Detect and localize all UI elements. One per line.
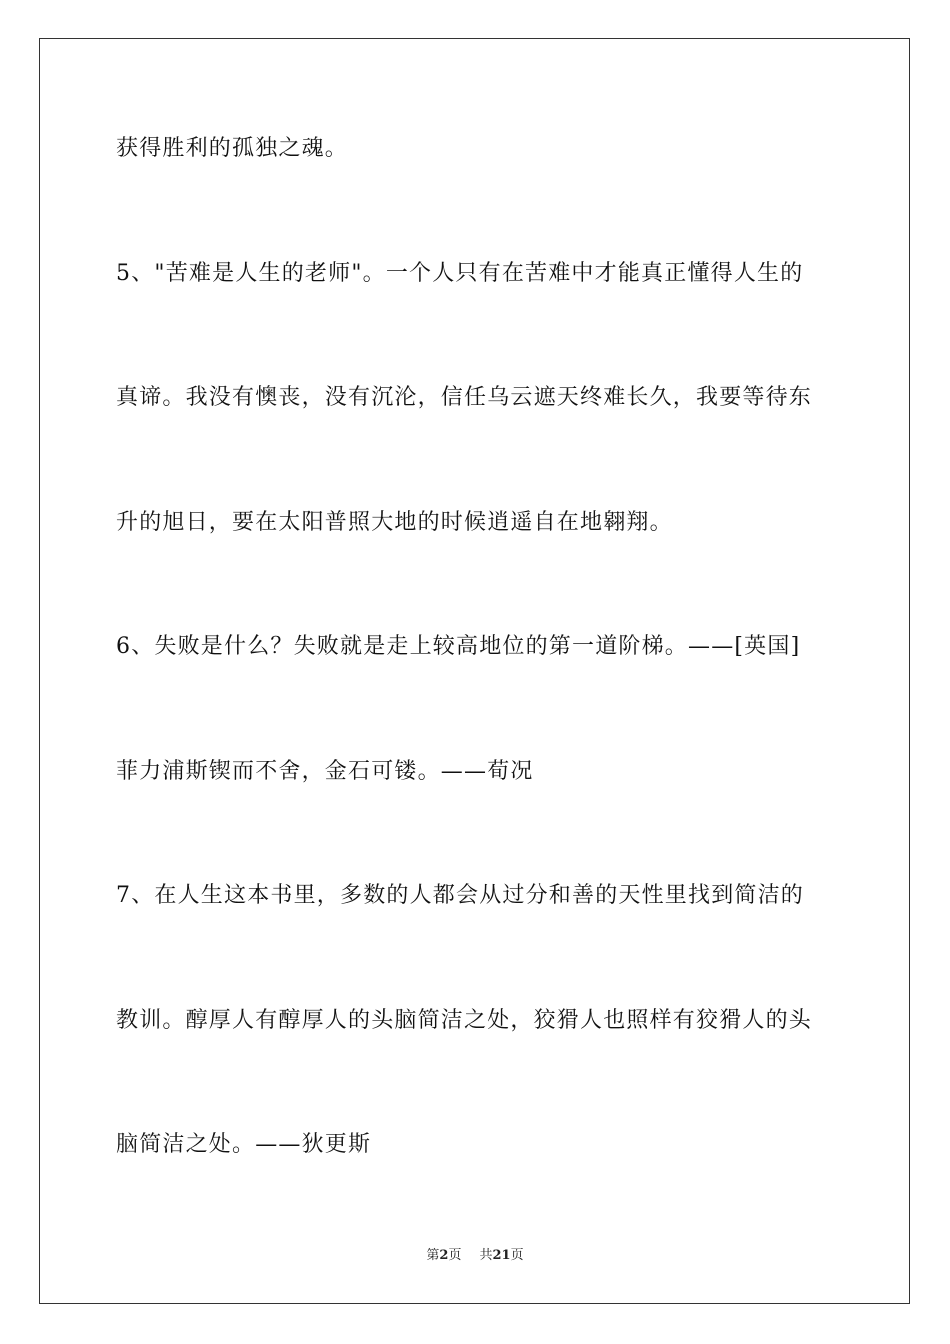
text-line-8: 教训。醇厚人有醇厚人的头脑简洁之处，狡猾人也照样有狡猾人的头 xyxy=(116,1008,813,1033)
page-border xyxy=(39,38,910,1304)
total-label-prefix: 共 xyxy=(479,1248,493,1263)
text-line-9: 脑简洁之处。——狄更斯 xyxy=(116,1132,372,1157)
page-label-prefix: 第 xyxy=(426,1248,440,1263)
text-line-6: 菲力浦斯锲而不舍，金石可镂。——荀况 xyxy=(116,759,534,784)
text-line-3: 真谛。我没有懊丧，没有沉沦，信任乌云遮天终难长久，我要等待东 xyxy=(116,385,813,410)
page-footer xyxy=(0,1247,950,1265)
page-label-suffix: 页 xyxy=(448,1248,462,1263)
text-line-7: 7、在人生这本书里，多数的人都会从过分和善的天性里找到简洁的 xyxy=(116,883,804,908)
text-line-1: 获得胜利的孤独之魂。 xyxy=(116,136,349,161)
total-pages: 21 xyxy=(492,1248,511,1263)
page-number: 2 xyxy=(439,1248,449,1263)
total-label-suffix: 页 xyxy=(510,1248,524,1263)
text-line-5: 6、失败是什么？失败就是走上较高地位的第一道阶梯。——[英国] xyxy=(116,634,801,659)
text-line-2: 5、"苦难是人生的老师"。一个人只有在苦难中才能真正懂得人生的 xyxy=(116,261,804,286)
text-line-4: 升的旭日，要在太阳普照大地的时候逍遥自在地翱翔。 xyxy=(116,510,673,535)
